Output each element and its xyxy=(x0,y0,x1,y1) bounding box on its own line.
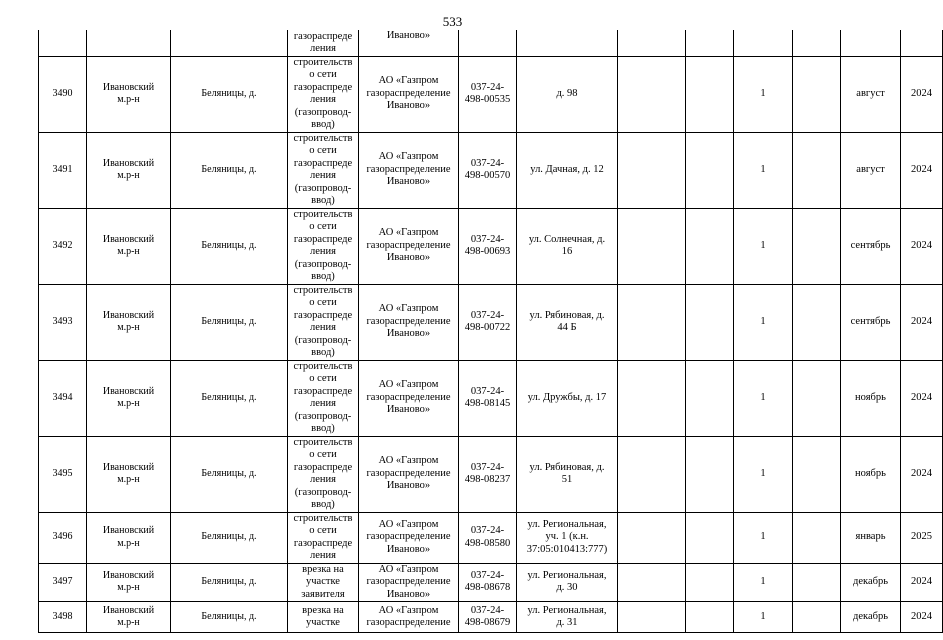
cell-code: 037-24- 498-08145 xyxy=(459,360,517,436)
cell-work-type: газораспреде ления xyxy=(288,30,359,56)
cell-month: сентябрь xyxy=(841,208,901,284)
cell-col11 xyxy=(793,512,841,563)
cell-num: 3494 xyxy=(39,360,87,436)
cell-col11 xyxy=(793,56,841,132)
cell-work-type: врезка на участке заявителя xyxy=(288,563,359,602)
cell-organization: АО «Газпром газораспределение Иваново» xyxy=(359,436,459,512)
cell-col11 xyxy=(793,284,841,360)
cell-code: 037-24- 498-08679 xyxy=(459,602,517,633)
cell-work-type: врезка на участке xyxy=(288,602,359,633)
cell-num xyxy=(39,30,87,56)
cell-col9 xyxy=(686,208,734,284)
registry-table xyxy=(38,30,943,633)
cell-locality: Беляницы, д. xyxy=(171,56,288,132)
cell-month: август xyxy=(841,132,901,208)
cell-year: 2024 xyxy=(901,284,943,360)
cell-code: 037-24- 498-00693 xyxy=(459,208,517,284)
table-row xyxy=(39,602,943,633)
cell-address: ул. Рябиновая, д. 51 xyxy=(517,436,618,512)
cell-work-type: строительств о сети газораспреде ления xyxy=(288,512,359,563)
cell-code: 037-24- 498-00570 xyxy=(459,132,517,208)
cell-work-type: строительств о сети газораспреде ления (газопровод- ввод) xyxy=(288,360,359,436)
cell-col8 xyxy=(618,56,686,132)
cell-col8 xyxy=(618,512,686,563)
cell-col8 xyxy=(618,208,686,284)
cell-district: Ивановский м.р-н xyxy=(87,512,171,563)
cell-year: 2024 xyxy=(901,602,943,633)
cell-year: 2024 xyxy=(901,563,943,602)
cell-address: ул. Региональная, д. 31 xyxy=(517,602,618,633)
cell-col8 xyxy=(618,436,686,512)
cell-address xyxy=(517,30,618,56)
cell-code: 037-24- 498-08580 xyxy=(459,512,517,563)
cell-organization: АО «Газпром газораспределение Иваново» xyxy=(359,512,459,563)
cell-organization: АО «Газпром газораспределение Иваново» xyxy=(359,284,459,360)
cell-year: 2024 xyxy=(901,132,943,208)
cell-locality: Беляницы, д. xyxy=(171,563,288,602)
cell-col9 xyxy=(686,30,734,56)
cell-district: Ивановский м.р-н xyxy=(87,436,171,512)
cell-organization: АО «Газпром газораспределение Иваново» xyxy=(359,208,459,284)
cell-col11 xyxy=(793,132,841,208)
cell-col8 xyxy=(618,30,686,56)
table-row xyxy=(39,132,943,208)
cell-locality: Беляницы, д. xyxy=(171,512,288,563)
cell-district: Ивановский м.р-н xyxy=(87,563,171,602)
cell-locality xyxy=(171,30,288,56)
cell-code xyxy=(459,30,517,56)
cell-organization: АО «Газпром газораспределение Иваново» xyxy=(359,563,459,602)
cell-organization: АО «Газпром газораспределение Иваново» xyxy=(359,56,459,132)
table-row xyxy=(39,360,943,436)
cell-col8 xyxy=(618,602,686,633)
table-row xyxy=(39,512,943,563)
cell-count xyxy=(734,30,793,56)
cell-year: 2024 xyxy=(901,208,943,284)
cell-code: 037-24- 498-00722 xyxy=(459,284,517,360)
cell-count: 1 xyxy=(734,512,793,563)
cell-month: декабрь xyxy=(841,563,901,602)
cell-month: август xyxy=(841,56,901,132)
table-row xyxy=(39,563,943,602)
cell-work-type: строительств о сети газораспреде ления (газопровод- ввод) xyxy=(288,132,359,208)
cell-locality: Беляницы, д. xyxy=(171,436,288,512)
cell-address: ул. Дружбы, д. 17 xyxy=(517,360,618,436)
cell-district: Ивановский м.р-н xyxy=(87,56,171,132)
cell-locality: Беляницы, д. xyxy=(171,360,288,436)
cell-year: 2024 xyxy=(901,56,943,132)
cell-col11 xyxy=(793,208,841,284)
cell-district: Ивановский м.р-н xyxy=(87,132,171,208)
cell-year: 2024 xyxy=(901,360,943,436)
cell-month: январь xyxy=(841,512,901,563)
table-row-continuation xyxy=(39,30,943,56)
table-body xyxy=(39,30,943,633)
cell-district: Ивановский м.р-н xyxy=(87,208,171,284)
cell-col11 xyxy=(793,602,841,633)
cell-count: 1 xyxy=(734,602,793,633)
cell-work-type: строительств о сети газораспреде ления (газопровод- ввод) xyxy=(288,284,359,360)
cell-address: д. 98 xyxy=(517,56,618,132)
cell-address: ул. Региональная, уч. 1 (к.н. 37:05:010413:777) xyxy=(517,512,618,563)
cell-count: 1 xyxy=(734,56,793,132)
cell-code: 037-24- 498-08678 xyxy=(459,563,517,602)
cell-work-type: строительств о сети газораспреде ления (газопровод- ввод) xyxy=(288,56,359,132)
cell-month: декабрь xyxy=(841,602,901,633)
cell-num: 3491 xyxy=(39,132,87,208)
cell-code: 037-24- 498-00535 xyxy=(459,56,517,132)
cell-col8 xyxy=(618,284,686,360)
cell-count: 1 xyxy=(734,208,793,284)
cell-count: 1 xyxy=(734,360,793,436)
cell-count: 1 xyxy=(734,284,793,360)
cell-locality: Беляницы, д. xyxy=(171,284,288,360)
cell-year: 2024 xyxy=(901,436,943,512)
cell-organization: АО «Газпром газораспределение Иваново» xyxy=(359,360,459,436)
cell-work-type: строительств о сети газораспреде ления (газопровод- ввод) xyxy=(288,208,359,284)
cell-address: ул. Дачная, д. 12 xyxy=(517,132,618,208)
cell-month: ноябрь xyxy=(841,436,901,512)
cell-num: 3493 xyxy=(39,284,87,360)
cell-organization: Иваново» xyxy=(359,30,459,56)
cell-num: 3490 xyxy=(39,56,87,132)
cell-col9 xyxy=(686,132,734,208)
page-number: 533 xyxy=(442,14,463,29)
cell-work-type: строительств о сети газораспреде ления (газопровод- ввод) xyxy=(288,436,359,512)
table-row xyxy=(39,436,943,512)
cell-count: 1 xyxy=(734,132,793,208)
cell-address: ул. Рябиновая, д. 44 Б xyxy=(517,284,618,360)
cell-code: 037-24- 498-08237 xyxy=(459,436,517,512)
cell-year: 2025 xyxy=(901,512,943,563)
cell-num: 3495 xyxy=(39,436,87,512)
cell-col9 xyxy=(686,512,734,563)
cell-num: 3497 xyxy=(39,563,87,602)
cell-year xyxy=(901,30,943,56)
cell-num: 3498 xyxy=(39,602,87,633)
cell-district: Ивановский м.р-н xyxy=(87,284,171,360)
cell-month: ноябрь xyxy=(841,360,901,436)
cell-col9 xyxy=(686,284,734,360)
cell-num: 3496 xyxy=(39,512,87,563)
cell-address: ул. Солнечная, д. 16 xyxy=(517,208,618,284)
cell-col8 xyxy=(618,563,686,602)
cell-locality: Беляницы, д. xyxy=(171,208,288,284)
cell-col9 xyxy=(686,436,734,512)
cell-col11 xyxy=(793,436,841,512)
cell-col9 xyxy=(686,56,734,132)
cell-month: сентябрь xyxy=(841,284,901,360)
cell-count: 1 xyxy=(734,563,793,602)
cell-col9 xyxy=(686,602,734,633)
cell-num: 3492 xyxy=(39,208,87,284)
cell-address: ул. Региональная, д. 30 xyxy=(517,563,618,602)
cell-col8 xyxy=(618,360,686,436)
cell-organization: АО «Газпром газораспределение Иваново» xyxy=(359,132,459,208)
cell-col11 xyxy=(793,360,841,436)
cell-col11 xyxy=(793,563,841,602)
table-row xyxy=(39,208,943,284)
cell-district: Ивановский м.р-н xyxy=(87,360,171,436)
cell-locality: Беляницы, д. xyxy=(171,132,288,208)
cell-count: 1 xyxy=(734,436,793,512)
table-row xyxy=(39,284,943,360)
cell-district xyxy=(87,30,171,56)
cell-col9 xyxy=(686,360,734,436)
cell-col11 xyxy=(793,30,841,56)
table-row xyxy=(39,56,943,132)
cell-organization: АО «Газпром газораспределение xyxy=(359,602,459,633)
cell-district: Ивановский м.р-н xyxy=(87,602,171,633)
cell-month xyxy=(841,30,901,56)
cell-col8 xyxy=(618,132,686,208)
cell-col9 xyxy=(686,563,734,602)
cell-locality: Беляницы, д. xyxy=(171,602,288,633)
